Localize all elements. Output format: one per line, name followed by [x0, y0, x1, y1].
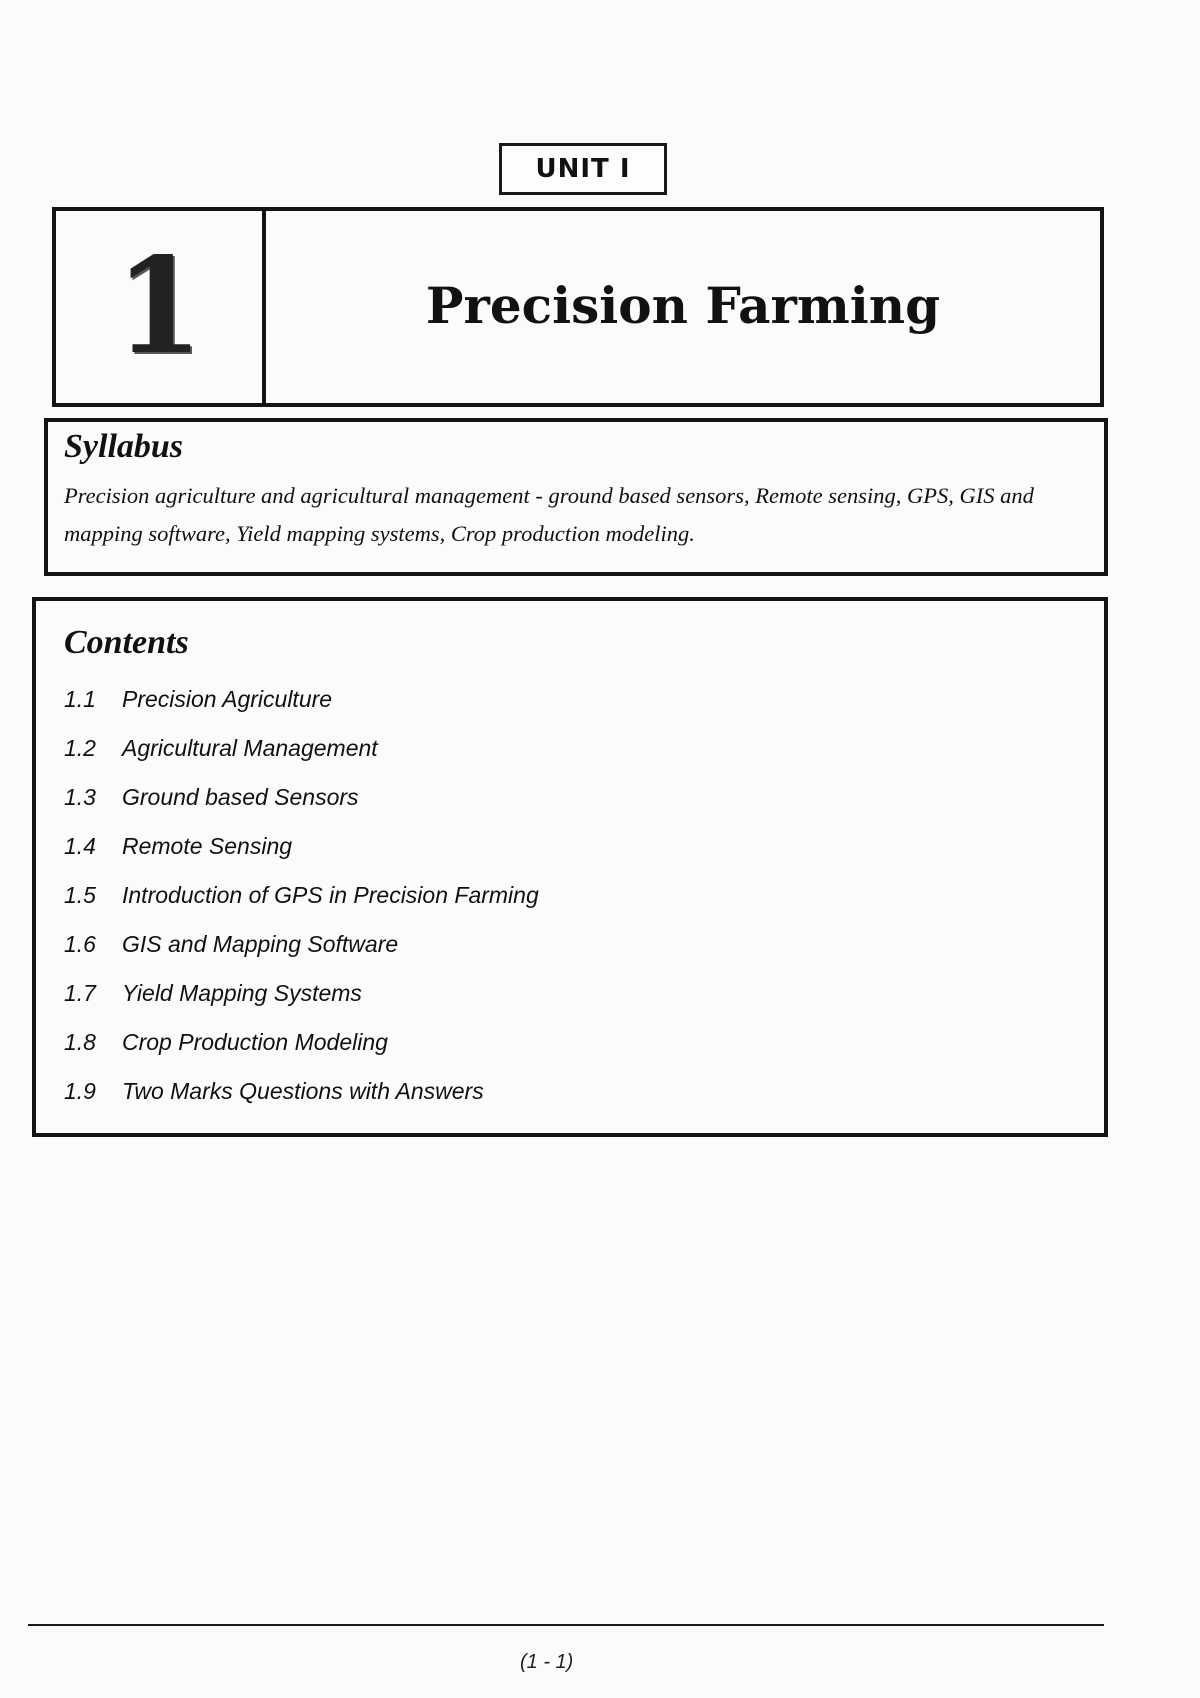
contents-item-number: 1.8	[64, 1029, 96, 1056]
contents-item-label: Agricultural Management	[122, 735, 378, 762]
chapter-header	[52, 207, 1104, 407]
contents-item	[64, 675, 1104, 724]
unit-label-text: UNIT I	[535, 154, 631, 184]
unit-label	[499, 143, 667, 195]
chapter-number-cell	[56, 211, 266, 403]
contents-item-label: Precision Agriculture	[122, 686, 333, 713]
contents-item-label: Crop Production Modeling	[122, 1029, 388, 1056]
contents-item-label: Introduction of GPS in Precision Farming	[122, 882, 539, 909]
contents-item-label: Two Marks Questions with Answers	[122, 1078, 484, 1105]
contents-item	[64, 969, 1104, 1018]
contents-item	[64, 920, 1104, 969]
contents-list	[64, 675, 1104, 1116]
contents-item-label: Yield Mapping Systems	[122, 980, 362, 1007]
syllabus-heading: Syllabus	[64, 428, 184, 465]
contents-item-number: 1.2	[64, 735, 96, 762]
contents-item-number: 1.7	[64, 980, 96, 1007]
footer-divider	[28, 1624, 1104, 1626]
contents-item-number: 1.9	[64, 1078, 96, 1105]
contents-item-number: 1.4	[64, 833, 96, 860]
contents-box	[32, 597, 1108, 1137]
contents-item-number: 1.6	[64, 931, 96, 958]
chapter-title-cell	[266, 211, 1100, 403]
page-number: (1 - 1)	[520, 1651, 574, 1673]
contents-item-label: Remote Sensing	[122, 833, 293, 860]
chapter-number: 1	[115, 229, 203, 384]
chapter-title: Precision Farming	[425, 275, 941, 335]
contents-item-label: GIS and Mapping Software	[122, 931, 399, 958]
contents-item	[64, 871, 1104, 920]
contents-item	[64, 724, 1104, 773]
contents-item	[64, 822, 1104, 871]
contents-item-label: Ground based Sensors	[122, 784, 359, 811]
contents-item	[64, 773, 1104, 822]
contents-item-number: 1.3	[64, 784, 96, 811]
syllabus-text: Precision agriculture and agricultural management - ground based sensors, Remote sensing, GPS, GIS and mapping software, Yield mapping systems, Crop production modeling.	[64, 482, 1034, 546]
contents-item-number: 1.1	[64, 686, 96, 713]
contents-heading: Contents	[64, 624, 189, 661]
syllabus-box	[44, 418, 1108, 576]
contents-item	[64, 1067, 1104, 1116]
contents-item-number: 1.5	[64, 882, 96, 909]
contents-item	[64, 1018, 1104, 1067]
